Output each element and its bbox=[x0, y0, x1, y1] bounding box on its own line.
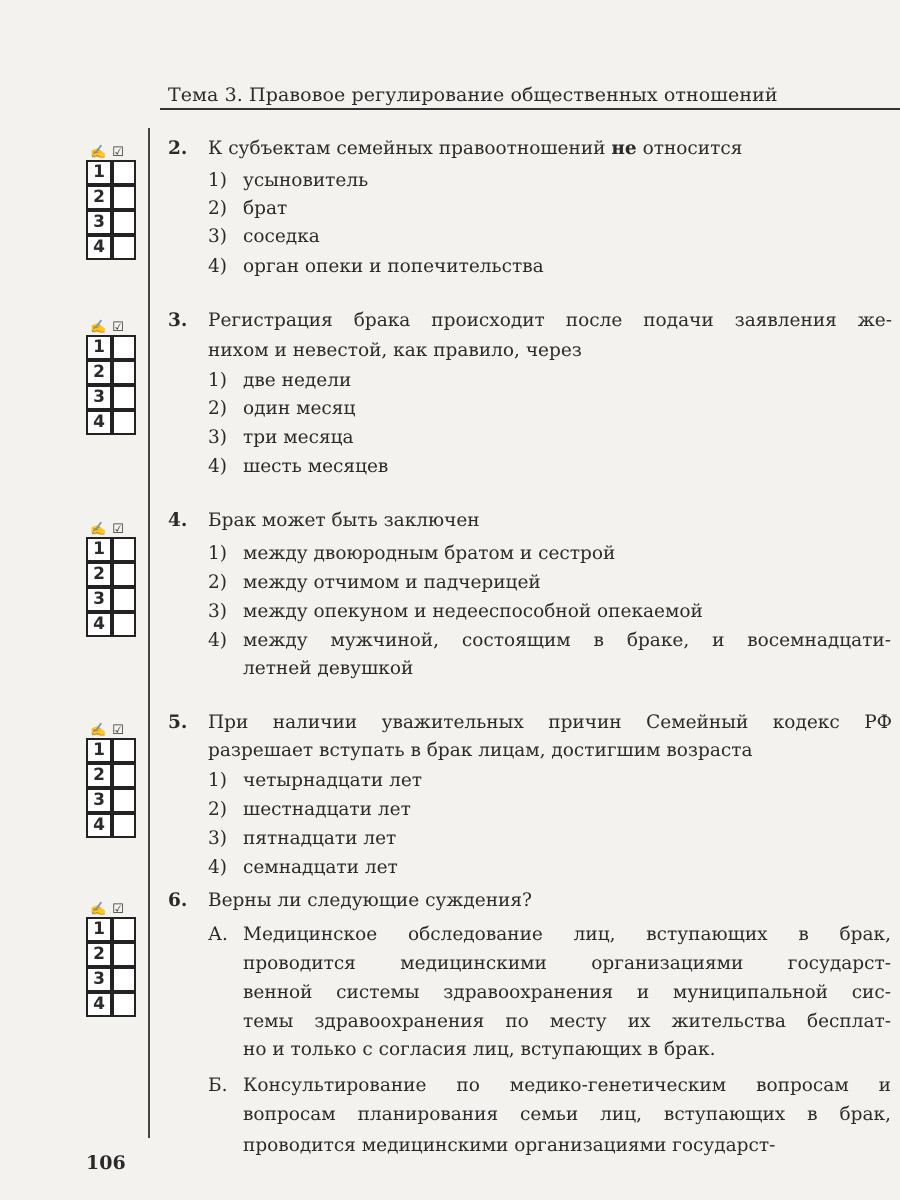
answer-checkbox[interactable] bbox=[112, 185, 136, 210]
answer-checkbox[interactable] bbox=[112, 612, 136, 637]
answer-row bbox=[86, 410, 136, 435]
answer-option-number: 4 bbox=[86, 612, 112, 637]
option-number: А. bbox=[208, 924, 228, 945]
answer-row bbox=[86, 763, 136, 788]
option-text-line: три месяца bbox=[243, 427, 354, 448]
option-text-line: вопросам планирования семьи лиц, вступающих в брак, bbox=[243, 1104, 891, 1125]
answer-option-number: 1 bbox=[86, 160, 112, 185]
option-number: 3) bbox=[208, 226, 227, 247]
answer-option-number: 1 bbox=[86, 537, 112, 562]
answer-option-number: 2 bbox=[86, 360, 112, 385]
answer-row bbox=[86, 917, 136, 942]
answer-option-number: 3 bbox=[86, 788, 112, 813]
answer-row bbox=[86, 360, 136, 385]
option-text-line: две недели bbox=[243, 370, 352, 391]
answer-checkbox[interactable] bbox=[112, 992, 136, 1017]
option-text-line: венной системы здравоохранения и муниципальной сис- bbox=[243, 982, 891, 1003]
answer-option-number: 1 bbox=[86, 738, 112, 763]
option-number: 3) bbox=[208, 601, 227, 622]
answer-checkbox[interactable] bbox=[112, 917, 136, 942]
pen-icon: ✍ bbox=[90, 522, 107, 537]
option-number: 2) bbox=[208, 799, 227, 820]
answer-option-number: 2 bbox=[86, 185, 112, 210]
question-text-segment: При наличии уважительных причин Семейный кодекс РФ bbox=[208, 712, 892, 733]
answer-checkbox[interactable] bbox=[112, 235, 136, 260]
question-text-segment: К субъектам семейных правоотношений bbox=[208, 138, 612, 159]
option-text-line: летней девушкой bbox=[243, 658, 414, 679]
question-number: 5. bbox=[168, 712, 188, 733]
margin-divider bbox=[148, 128, 150, 1138]
answer-row bbox=[86, 385, 136, 410]
option-number: 3) bbox=[208, 828, 227, 849]
answer-checkbox[interactable] bbox=[112, 562, 136, 587]
pen-icon: ✍ bbox=[90, 320, 107, 335]
answer-option-number: 2 bbox=[86, 942, 112, 967]
answer-option-number: 4 bbox=[86, 813, 112, 838]
option-number: 4) bbox=[208, 256, 227, 277]
answer-row bbox=[86, 562, 136, 587]
pen-icon: ✍ bbox=[90, 723, 107, 738]
option-number: 1) bbox=[208, 543, 227, 564]
answer-checkbox[interactable] bbox=[112, 587, 136, 612]
answer-checkbox[interactable] bbox=[112, 967, 136, 992]
option-number: 2) bbox=[208, 198, 227, 219]
question-text-line bbox=[208, 886, 532, 915]
answer-option-number: 4 bbox=[86, 235, 112, 260]
answer-option-number: 3 bbox=[86, 385, 112, 410]
option-number: 4) bbox=[208, 456, 227, 477]
answer-row bbox=[86, 537, 136, 562]
pen-icon: ✍ bbox=[90, 145, 107, 160]
question-text-line bbox=[208, 708, 892, 737]
option-number: 4) bbox=[208, 857, 227, 878]
question-text-segment: относится bbox=[636, 138, 743, 159]
question-text-line bbox=[208, 134, 742, 163]
option-text-line: темы здравоохранения по месту их жительства бесплат- bbox=[243, 1011, 891, 1032]
question-number: 6. bbox=[168, 890, 188, 911]
answer-checkbox[interactable] bbox=[112, 410, 136, 435]
question-text-segment: разрешает вступать в брак лицам, достигшим возраста bbox=[208, 740, 753, 761]
answer-checkbox[interactable] bbox=[112, 385, 136, 410]
answer-row bbox=[86, 587, 136, 612]
checkmark-box-icon: ☑ bbox=[112, 902, 124, 917]
answer-checkbox[interactable] bbox=[112, 360, 136, 385]
answer-checkbox[interactable] bbox=[112, 210, 136, 235]
answer-header bbox=[90, 523, 136, 537]
answer-checkbox[interactable] bbox=[112, 738, 136, 763]
answer-row bbox=[86, 160, 136, 185]
option-number: 1) bbox=[208, 770, 227, 791]
question-number: 2. bbox=[168, 138, 188, 159]
option-text-line: Консультирование по медико-генетическим вопросам и bbox=[243, 1075, 891, 1096]
option-text-line: шесть месяцев bbox=[243, 456, 389, 477]
answer-header bbox=[90, 146, 136, 160]
page-number: 106 bbox=[86, 1152, 126, 1174]
option-text-line: соседка bbox=[243, 226, 320, 247]
option-number: 1) bbox=[208, 370, 227, 391]
answer-option-number: 3 bbox=[86, 587, 112, 612]
question-text-segment: нихом и невестой, как правило, через bbox=[208, 340, 582, 361]
checkmark-box-icon: ☑ bbox=[112, 320, 124, 335]
answer-checkbox[interactable] bbox=[112, 160, 136, 185]
answer-checkbox[interactable] bbox=[112, 813, 136, 838]
option-number: 1) bbox=[208, 170, 227, 191]
question-text-segment: Верны ли следующие суждения? bbox=[208, 890, 532, 911]
answer-row bbox=[86, 210, 136, 235]
option-text-line: между мужчиной, состоящим в браке, и восемнадцати- bbox=[243, 630, 891, 651]
option-text-line: проводится медицинскими организациями государст- bbox=[243, 1135, 776, 1156]
question-text-segment: Брак может быть заключен bbox=[208, 510, 480, 531]
answer-row bbox=[86, 738, 136, 763]
option-text-line: между опекуном и недееспособной опекаемой bbox=[243, 601, 703, 622]
option-text-line: усыновитель bbox=[243, 170, 369, 191]
option-number: 4) bbox=[208, 630, 227, 651]
option-text-line: один месяц bbox=[243, 398, 356, 419]
question-number: 3. bbox=[168, 310, 188, 331]
answer-option-number: 1 bbox=[86, 917, 112, 942]
checkmark-box-icon: ☑ bbox=[112, 522, 124, 537]
answer-checkbox[interactable] bbox=[112, 763, 136, 788]
checkmark-box-icon: ☑ bbox=[112, 723, 124, 738]
option-text-line: между двоюродным братом и сестрой bbox=[243, 543, 616, 564]
answer-checkbox[interactable] bbox=[112, 942, 136, 967]
question-number: 4. bbox=[168, 510, 188, 531]
option-text-line: брат bbox=[243, 198, 288, 219]
answer-header bbox=[90, 321, 136, 335]
answer-option-number: 4 bbox=[86, 992, 112, 1017]
answer-checkbox[interactable] bbox=[112, 335, 136, 360]
page-header-title: Тема 3. Правовое регулирование общественных отношений bbox=[168, 84, 778, 106]
question-text-line bbox=[208, 336, 582, 365]
header-divider bbox=[160, 108, 900, 110]
option-text-line: но и только с согласия лиц, вступающих в брак. bbox=[243, 1039, 716, 1060]
answer-row bbox=[86, 942, 136, 967]
question-text-line bbox=[208, 306, 892, 335]
option-number: 2) bbox=[208, 572, 227, 593]
answer-option-number: 3 bbox=[86, 210, 112, 235]
checkmark-box-icon: ☑ bbox=[112, 145, 124, 160]
option-text-line: пятнадцати лет bbox=[243, 828, 397, 849]
answer-row bbox=[86, 788, 136, 813]
option-text-line: семнадцати лет bbox=[243, 857, 398, 878]
answer-row bbox=[86, 335, 136, 360]
answer-checkbox[interactable] bbox=[112, 537, 136, 562]
question-text-line bbox=[208, 506, 480, 535]
answer-option-number: 2 bbox=[86, 763, 112, 788]
answer-option-number: 3 bbox=[86, 967, 112, 992]
answer-row bbox=[86, 235, 136, 260]
option-text-line: между отчимом и падчерицей bbox=[243, 572, 541, 593]
option-text-line: проводится медицинскими организациями государст- bbox=[243, 953, 891, 974]
pen-icon: ✍ bbox=[90, 902, 107, 917]
question-text-line bbox=[208, 736, 753, 765]
answer-row bbox=[86, 612, 136, 637]
option-number: 2) bbox=[208, 398, 227, 419]
answer-row bbox=[86, 813, 136, 838]
answer-row bbox=[86, 185, 136, 210]
answer-option-number: 2 bbox=[86, 562, 112, 587]
option-text-line: Медицинское обследование лиц, вступающих в брак, bbox=[243, 924, 891, 945]
answer-option-number: 1 bbox=[86, 335, 112, 360]
answer-row bbox=[86, 992, 136, 1017]
answer-row bbox=[86, 967, 136, 992]
answer-option-number: 4 bbox=[86, 410, 112, 435]
answer-header bbox=[90, 903, 136, 917]
answer-checkbox[interactable] bbox=[112, 788, 136, 813]
option-text-line: орган опеки и попечительства bbox=[243, 256, 544, 277]
option-number: 3) bbox=[208, 427, 227, 448]
option-text-line: четырнадцати лет bbox=[243, 770, 423, 791]
question-text-segment: не bbox=[611, 138, 637, 159]
question-text-segment: Регистрация брака происходит после подачи заявления же- bbox=[208, 310, 892, 331]
option-text-line: шестнадцати лет bbox=[243, 799, 411, 820]
answer-header bbox=[90, 724, 136, 738]
option-number: Б. bbox=[208, 1075, 228, 1096]
